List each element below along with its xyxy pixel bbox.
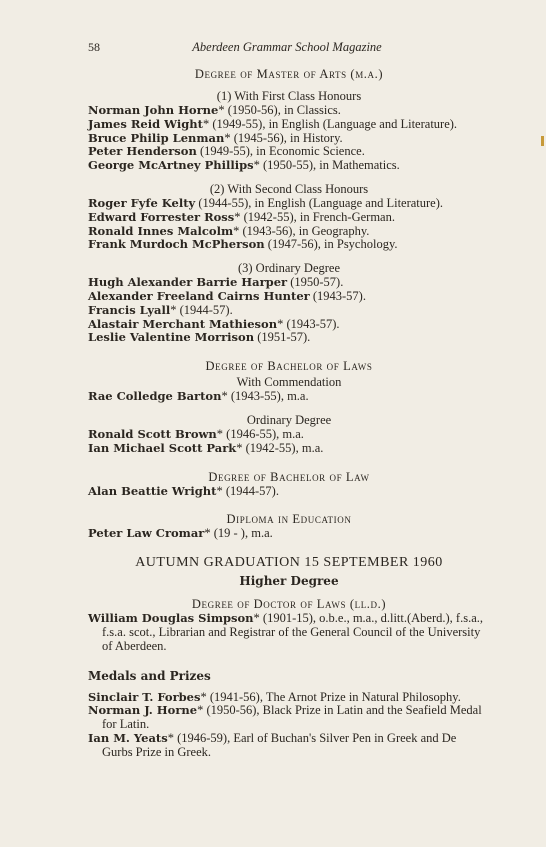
section-heading: Degree of Master of Arts (m.a.)	[194, 67, 384, 81]
graduate-entry: Ian Michael Scott Park* (1942-55), m.a.	[88, 440, 324, 455]
graduate-entry: Leslie Valentine Morrison (1951-57).	[88, 330, 311, 345]
graduate-entry: Bruce Philip Lenman* (1945-56), in History.	[88, 130, 343, 145]
graduate-entry: Alastair Merchant Mathieson* (1943-57).	[88, 316, 340, 331]
subsection-heading: (3) Ordinary Degree	[237, 261, 341, 276]
section-heading: Degree of Bachelor of Law	[208, 469, 370, 484]
graduate-entry: Peter Henderson (1949-55), in Economic Science.	[88, 144, 365, 159]
subsection-heading: Ordinary Degree	[246, 412, 332, 427]
graduation-heading: AUTUMN GRADUATION 15 SEPTEMBER 1960	[135, 555, 443, 571]
graduate-entry: Peter Law Cromar* (19 - ), m.a.	[88, 526, 273, 541]
graduate-entry: Norman John Horne* (1950-56), in Classics.	[88, 103, 341, 117]
subsection-heading: (1) With First Class Honours	[216, 89, 362, 103]
prize-entry: Ian M. Yeats* (1946-59), Earl of Buchan's Silver Pen in Greek and De Gurbs Prize in Greek.	[88, 730, 457, 759]
graduate-entry: Edward Forrester Ross* (1942-55), in French-German.	[88, 209, 395, 224]
section-heading: Degree of Bachelor of Laws	[205, 359, 373, 374]
magazine-title: Aberdeen Grammar School Magazine	[192, 40, 382, 54]
graduate-entry: Hugh Alexander Barrie Harper (1950-57).	[88, 275, 344, 290]
section-heading: Diploma in Education	[226, 512, 352, 527]
subsection-heading: With Commendation	[236, 375, 342, 390]
subsection-heading: (2) With Second Class Honours	[209, 181, 369, 196]
graduate-entry: Roger Fyfe Kelty (1944-55), in English (Language and Literature).	[88, 195, 444, 210]
prize-entry: Sinclair T. Forbes* (1941-56), The Arnot Prize in Natural Philosophy.	[88, 689, 461, 704]
graduate-entry: Alan Beattie Wright* (1944-57).	[88, 483, 279, 498]
higher-degree-heading: Higher Degree	[239, 574, 339, 589]
page-edge-mark	[541, 136, 544, 146]
medals-heading: Medals and Prizes	[88, 668, 211, 683]
graduate-entry: Rae Colledge Barton* (1943-55), m.a.	[88, 389, 309, 404]
running-header	[88, 40, 486, 58]
graduate-entry: George McArtney Phillips* (1950-55), in Mathematics.	[88, 158, 400, 173]
graduate-entry: Francis Lyall* (1944-57).	[88, 302, 233, 317]
page-content	[88, 66, 490, 760]
graduate-entry: James Reid Wight* (1949-55), in English (Language and Literature).	[88, 116, 458, 131]
prize-entry: Norman J. Horne* (1950-56), Black Prize in Latin and the Seafield Medal for Latin.	[88, 703, 482, 732]
section-heading: Degree of Doctor of Laws (ll.d.)	[191, 597, 387, 612]
graduate-entry: Ronald Scott Brown* (1946-55), m.a.	[88, 426, 304, 441]
graduate-entry: Frank Murdoch McPherson (1947-56), in Psychology.	[88, 237, 398, 252]
page-number: 58	[88, 40, 100, 54]
graduate-entry: William Douglas Simpson* (1901-15), o.b.e., m.a., d.litt.(Aberd.), f.s.a., f.s.a. scot., Librarian and Registrar of the General Council of the University of Aberdeen.	[88, 611, 484, 653]
graduate-entry: Ronald Innes Malcolm* (1943-56), in Geography.	[88, 223, 370, 238]
graduate-entry: Alexander Freeland Cairns Hunter (1943-57).	[88, 288, 366, 303]
